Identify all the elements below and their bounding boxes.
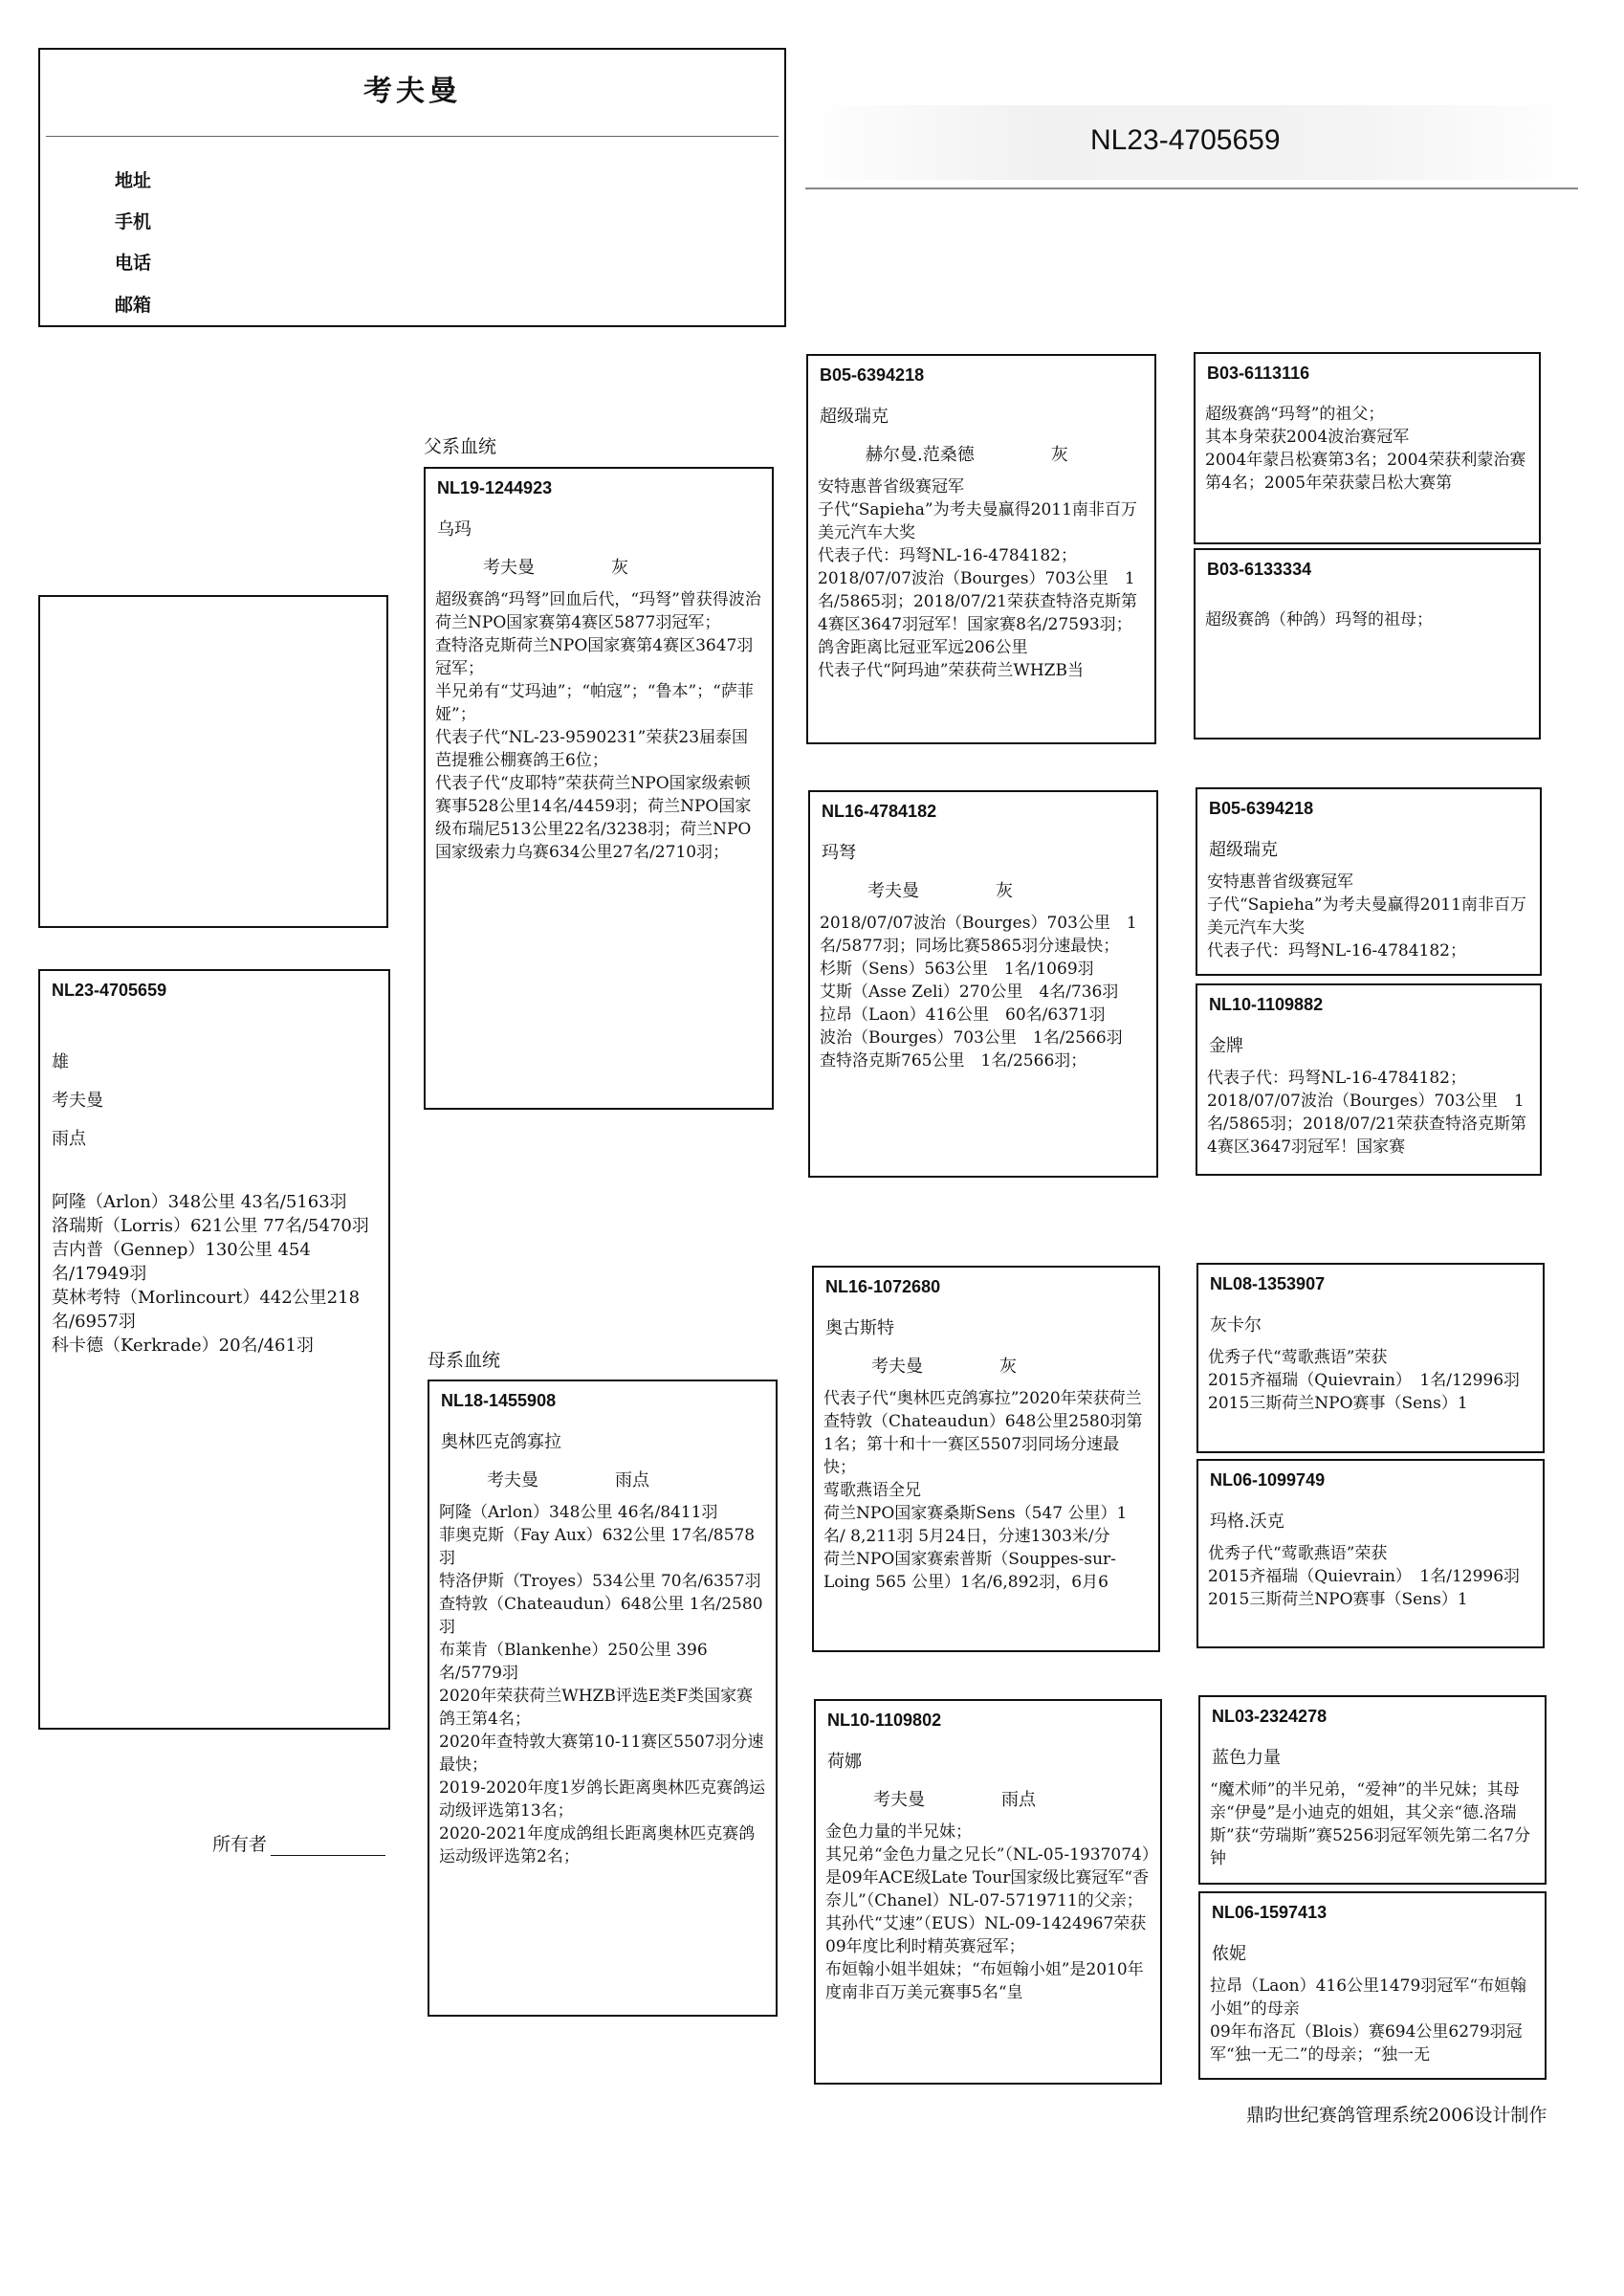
great-grandparent-box xyxy=(1196,1263,1545,1453)
sire-breeder: 考夫曼 xyxy=(483,558,535,578)
sire-color: 灰 xyxy=(611,558,628,578)
great-grandparent-name: 蓝色力量 xyxy=(1212,1748,1281,1768)
dam-sire-ring: NL16-1072680 xyxy=(825,1277,941,1296)
dam-ring: NL18-1455908 xyxy=(441,1391,557,1410)
dam-dam-name: 荷娜 xyxy=(827,1752,862,1772)
subject-ring: NL23-4705659 xyxy=(52,981,167,1000)
owner-name-title: 考夫曼 xyxy=(363,75,461,108)
dam-dam-breeder: 考夫曼 xyxy=(873,1790,925,1810)
footer-credit: 鼎昀世纪赛鸽管理系统2006设计制作 xyxy=(1246,2105,1547,2126)
sire-sire-description: 安特惠普省级赛冠军 子代“Sapieha”为考夫曼赢得2011南非百万美元汽车大奖 代表子代：玛弩NL-16-4784182； 2018/07/07波治（Bourges）703公里 1名/5865羽；2018/07/21荣获查特洛克斯第4赛区3647羽冠军！国家赛8名/27593羽；鸽舍距离比冠亚军远206公里 代表子代“阿玛迪”荣获荷兰WHZB当 xyxy=(818,477,1137,680)
header-row-mobile: 手机 xyxy=(115,211,152,232)
sire-sire-ring: B05-6394218 xyxy=(820,365,925,385)
dam-name: 奥林匹克鸽寡拉 xyxy=(441,1432,561,1452)
sire-line-label: 父系血统 xyxy=(424,436,497,457)
dam-sire-description: 代表子代“奥林匹克鸽寡拉”2020年荣获荷兰查特敦（Chateaudun）648公里2580羽第1名；第十和十一赛区5507羽同场分速最快； 莺歌燕语全兄 荷兰NPO国家赛桑斯Sens（547 公里）1名/ 8,211羽 5月24日，分速1303米/分 荷兰NPO国家赛索普斯（Souppes-sur-Loing 565 公里）1名/6,892羽，6月6 xyxy=(823,1389,1143,1592)
great-grandparent-box xyxy=(1196,1459,1545,1648)
sire-dam-color: 灰 xyxy=(996,881,1013,901)
great-grandparent-ring: NL08-1353907 xyxy=(1210,1274,1326,1293)
subject-sex: 雄 xyxy=(52,1052,69,1072)
sire-name: 乌玛 xyxy=(437,519,472,540)
dam-box xyxy=(428,1380,778,2017)
great-grandparent-box xyxy=(1194,548,1541,740)
sire-sire-box xyxy=(806,354,1156,744)
header-row-phone: 电话 xyxy=(115,253,152,274)
subject-color: 雨点 xyxy=(52,1129,86,1149)
great-grandparent-description: 安特惠普省级赛冠军 子代“Sapieha”为考夫曼赢得2011南非百万美元汽车大奖 代表子代：玛弩NL-16-4784182； xyxy=(1207,872,1526,960)
dam-sire-name: 奥古斯特 xyxy=(825,1318,894,1338)
dam-dam-color: 雨点 xyxy=(1001,1790,1036,1810)
dam-color: 雨点 xyxy=(615,1470,649,1490)
great-grandparent-ring: NL06-1099749 xyxy=(1210,1470,1326,1490)
sire-description: 超级赛鸽“玛弩”回血后代，“玛弩”曾获得波治荷兰NPO国家赛第4赛区5877羽冠军； 查特洛克斯荷兰NPO国家赛第4赛区3647羽冠军； 半兄弟有“艾玛迪”；“帕寇”；“鲁本”；“萨菲娅”； 代表子代“NL-23-9590231”荣获23届泰国芭提雅公棚赛鸽王6位； 代表子代“皮耶特”荣获荷兰NPO国家级索顿赛事528公里14名/4459羽；荷兰NPO国家级布瑞尼513公里22名/3238羽；荷兰NPO国家级索力乌赛634公里27名/2710羽； xyxy=(435,590,761,862)
great-grandparent-description: “魔术师”的半兄弟，“爱神”的半兄妹；其母亲“伊曼”是小迪克的姐姐，其父亲“德.洛瑞斯”获“劳瑞斯”赛5256羽冠军领先第二名7分钟 xyxy=(1210,1780,1531,1868)
sire-ring: NL19-1244923 xyxy=(437,478,553,497)
top-rule xyxy=(805,188,1578,189)
sire-box xyxy=(424,467,774,1110)
great-grandparent-ring: NL10-1109882 xyxy=(1209,995,1324,1014)
dam-sire-color: 灰 xyxy=(999,1357,1017,1377)
great-grandparent-ring: NL03-2324278 xyxy=(1212,1707,1328,1726)
owner-signature-line xyxy=(271,1836,385,1856)
great-grandparent-name: 侬妮 xyxy=(1212,1944,1246,1964)
owner-label: 所有者 xyxy=(212,1834,268,1855)
header-divider xyxy=(46,136,779,137)
great-grandparent-description: 优秀子代“莺歌燕语”荣获 2015齐福瑞（Quievrain） 1名/12996羽 2015三斯荷兰NPO赛事（Sens）1 xyxy=(1208,1544,1521,1609)
sire-sire-breeder: 赫尔曼.范桑德 xyxy=(866,445,975,465)
great-grandparent-name: 金牌 xyxy=(1209,1036,1243,1056)
dam-description: 阿隆（Arlon）348公里 46名/8411羽 菲奥克斯（Fay Aux）632公里 17名/8578羽 特洛伊斯（Troyes）534公里 70名/6357羽 查特敦（Chateaudun）648公里 1名/2580羽 布莱肯（Blankenhe）250公里 396名/5779羽 2020年荣获荷兰WHZB评选E类F类国家赛鸽王第4名； 2020年查特敦大赛第10-11赛区5507羽分速最快； 2019-2020年度1岁鸽长距离奥林匹克赛鸽运动级评选第13名； 2020-2021年度成鸽组长距离奥林匹克赛鸽运动级评选第2名； xyxy=(439,1503,766,1866)
great-grandparent-box xyxy=(1198,1695,1547,1885)
dam-sire-breeder: 考夫曼 xyxy=(871,1357,923,1377)
header-row-email: 邮箱 xyxy=(115,295,152,316)
great-grandparent-ring: B05-6394218 xyxy=(1209,799,1314,818)
owner-header-box xyxy=(38,48,786,327)
great-grandparent-box xyxy=(1198,1891,1547,2080)
dam-breeder: 考夫曼 xyxy=(487,1470,538,1490)
great-grandparent-description: 代表子代：玛弩NL-16-4784182； 2018/07/07波治（Bourges）703公里 1名/5865羽；2018/07/21荣获查特洛克斯第4赛区3647羽冠军！国家赛 xyxy=(1207,1069,1526,1157)
great-grandparent-name: 超级瑞克 xyxy=(1209,840,1278,860)
subject-results: 阿隆（Arlon）348公里 43名/5163羽 洛瑞斯（Lorris）621公里 77名/5470羽 吉内普（Gennep）130公里 454名/17949羽 莫林考特（Morlincourt）442公里218名/6957羽 科卡德（Kerkrade）20名/461羽 xyxy=(52,1192,369,1356)
dam-sire-box xyxy=(812,1266,1160,1652)
great-grandparent-box xyxy=(1196,983,1542,1176)
sheet-ring-number: NL23-4705659 xyxy=(1090,124,1281,156)
photo-placeholder xyxy=(38,595,388,928)
great-grandparent-name: 玛格.沃克 xyxy=(1210,1512,1284,1532)
owner-signature xyxy=(212,1830,385,1856)
sire-dam-description: 2018/07/07波治（Bourges）703公里 1名/5877羽；同场比赛5865羽分速最快； 杉斯（Sens）563公里 1名/1069羽 艾斯（Asse Zeli）270公里 4名/736羽 拉昂（Laon）416公里 60名/6371羽 波治（Bourges）703公里 1名/2566羽 查特洛克斯765公里 1名/2566羽； xyxy=(820,914,1137,1071)
great-grandparent-description: 超级赛鸽（种鸽）玛弩的祖母； xyxy=(1205,610,1433,629)
great-grandparent-ring: B03-6113116 xyxy=(1207,364,1310,383)
great-grandparent-ring: B03-6133334 xyxy=(1207,560,1312,579)
header-row-address: 地址 xyxy=(115,170,152,191)
dam-line-label: 母系血统 xyxy=(428,1350,501,1371)
great-grandparent-description: 优秀子代“莺歌燕语”荣获 2015齐福瑞（Quievrain） 1名/12996羽 2015三斯荷兰NPO赛事（Sens）1 xyxy=(1208,1348,1521,1413)
subject-breeder: 考夫曼 xyxy=(52,1091,103,1111)
subject-box xyxy=(38,969,390,1730)
great-grandparent-description: 拉昂（Laon）416公里1479羽冠军“布姮翰小姐”的母亲 09年布洛瓦（Blois）赛694公里6279羽冠军“独一无二”的母亲；“独一无 xyxy=(1210,1976,1527,2064)
sire-dam-name: 玛弩 xyxy=(822,843,856,863)
great-grandparent-ring: NL06-1597413 xyxy=(1212,1903,1328,1922)
dam-dam-box xyxy=(814,1699,1162,2085)
dam-dam-description: 金色力量的半兄妹； 其兄弟“金色力量之兄长”（NL-05-1937074）是09年ACE级Late Tour国家级比赛冠军“香奈儿”（Chanel）NL-07-5719711的父亲； 其孙代“艾速”（EUS）NL-09-1424967荣获09年度比利时精英赛冠军； 布姮翰小姐半姐妹；“布姮翰小姐”是2010年度南非百万美元赛事5名“皇 xyxy=(825,1822,1151,2002)
great-grandparent-description: 超级赛鸽“玛弩”的祖父； 其本身荣获2004波治赛冠军 2004年蒙吕松赛第3名；2004荣获利蒙治赛第4名；2005年荣获蒙吕松大赛第 xyxy=(1205,405,1526,493)
great-grandparent-name: 灰卡尔 xyxy=(1210,1315,1262,1336)
sire-sire-name: 超级瑞克 xyxy=(820,407,889,427)
sire-dam-breeder: 考夫曼 xyxy=(867,881,919,901)
sire-dam-ring: NL16-4784182 xyxy=(822,802,937,821)
dam-dam-ring: NL10-1109802 xyxy=(827,1711,942,1730)
sire-sire-color: 灰 xyxy=(1050,445,1068,465)
great-grandparent-box xyxy=(1196,787,1542,976)
sire-dam-box xyxy=(808,790,1158,1178)
great-grandparent-box xyxy=(1194,352,1541,544)
